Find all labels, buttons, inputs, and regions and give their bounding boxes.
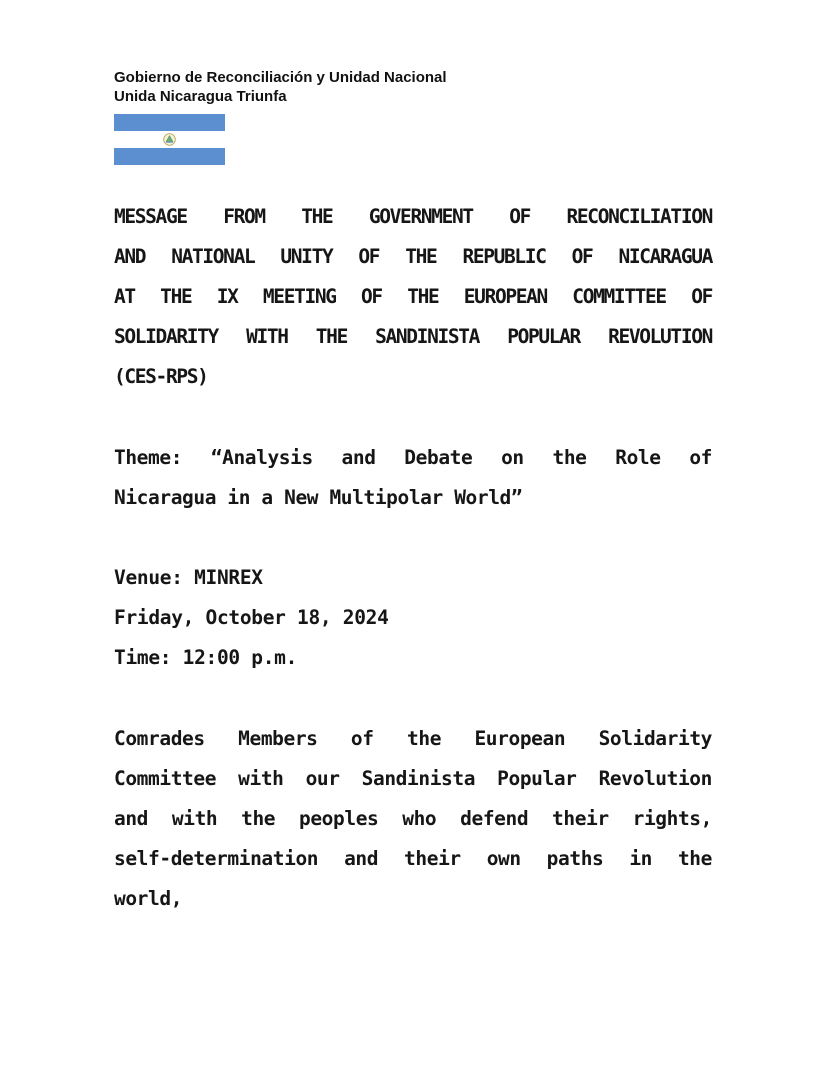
date-line: Friday, October 18, 2024 [114,606,389,629]
message-title [114,197,712,397]
flag-bottom-stripe [114,148,225,165]
time-line: Time: 12:00 p.m. [114,646,298,669]
event-details [114,558,712,678]
theme-paragraph [114,438,712,518]
greeting-line: Committee with our Sandinista Popular Revolution [114,767,712,790]
letterhead-slogan: Unida Nicaragua Triunfa [114,88,287,105]
letterhead-government-name: Gobierno de Reconciliación y Unidad Nacional [114,69,447,86]
title-line: MESSAGE FROM THE GOVERNMENT OF RECONCILIATION [114,205,712,228]
coat-of-arms-icon [163,133,176,146]
title-line: AND NATIONAL UNITY OF THE REPUBLIC OF NICARAGUA [114,245,712,268]
title-line: SOLIDARITY WITH THE SANDINISTA POPULAR REVOLUTION [114,325,712,348]
theme-line: Nicaragua in a New Multipolar World” [114,486,523,509]
flag-top-stripe [114,114,225,131]
greeting-paragraph [114,719,712,919]
title-line: (CES-RPS) [114,365,208,388]
title-line: AT THE IX MEETING OF THE EUROPEAN COMMITTEE OF [114,285,712,308]
greeting-line: world, [114,887,183,910]
letterhead [114,68,447,106]
venue-line: Venue: MINREX [114,566,263,589]
greeting-line: self-determination and their own paths in the [114,847,712,870]
theme-line: Theme: “Analysis and Debate on the Role of [114,446,712,469]
greeting-line: and with the peoples who defend their rights, [114,807,712,830]
greeting-line: Comrades Members of the European Solidarity [114,727,712,750]
nicaragua-flag-icon [114,114,225,165]
